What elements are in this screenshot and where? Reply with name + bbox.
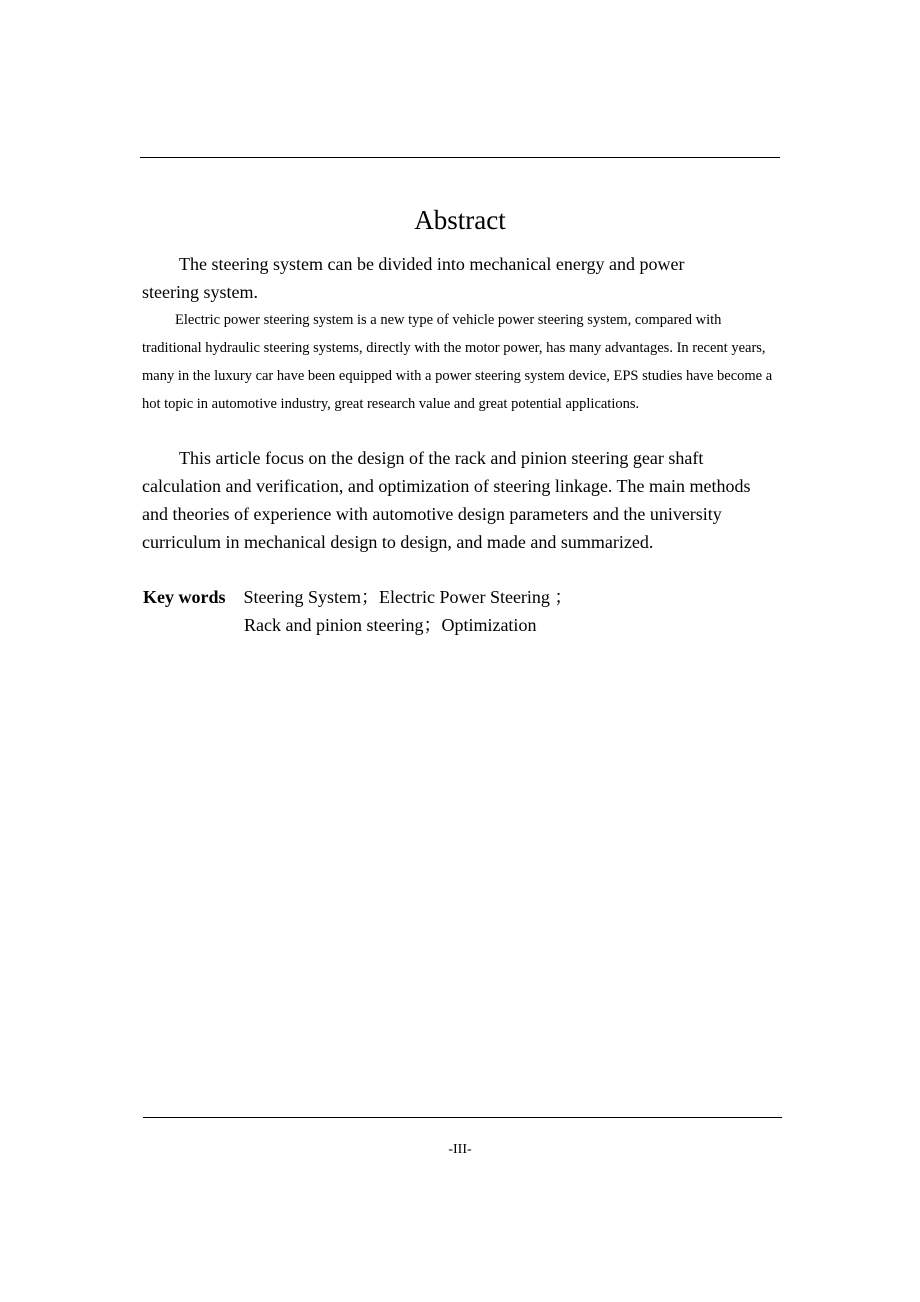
abstract-paragraph-3: This article focus on the design of the rack and pinion steering gear shaft calculation and verification, and optimization of steering linkage. The main methods and theories of experience with automotive design parameters and the university curriculum in mechanical design to design, and made and summarized. bbox=[142, 448, 751, 552]
abstract-paragraph-2: Electric power steering system is a new type of vehicle power steering system, compared with traditional hydraulic steering systems, directly with the motor power, has many advantages. In recent years, many in the luxury car have been equipped with a power steering system device, EPS studies have become a hot topic in automotive industry, great research value and great potential applications. bbox=[142, 312, 773, 412]
keywords-list-2: Rack and pinion steering；Optimization bbox=[244, 615, 537, 635]
keywords-label: Key words bbox=[143, 587, 226, 607]
header-rule bbox=[140, 157, 780, 158]
abstract-paragraph-1: The steering system can be divided into mechanical energy and power steering system. bbox=[142, 254, 685, 302]
keywords-list-1: Steering System；Electric Power Steering ； bbox=[243, 587, 573, 607]
page-number: -III- bbox=[448, 1142, 472, 1157]
abstract-title: Abstract bbox=[414, 205, 506, 235]
keywords-line-1 bbox=[143, 583, 572, 611]
footer-rule bbox=[143, 1117, 782, 1118]
